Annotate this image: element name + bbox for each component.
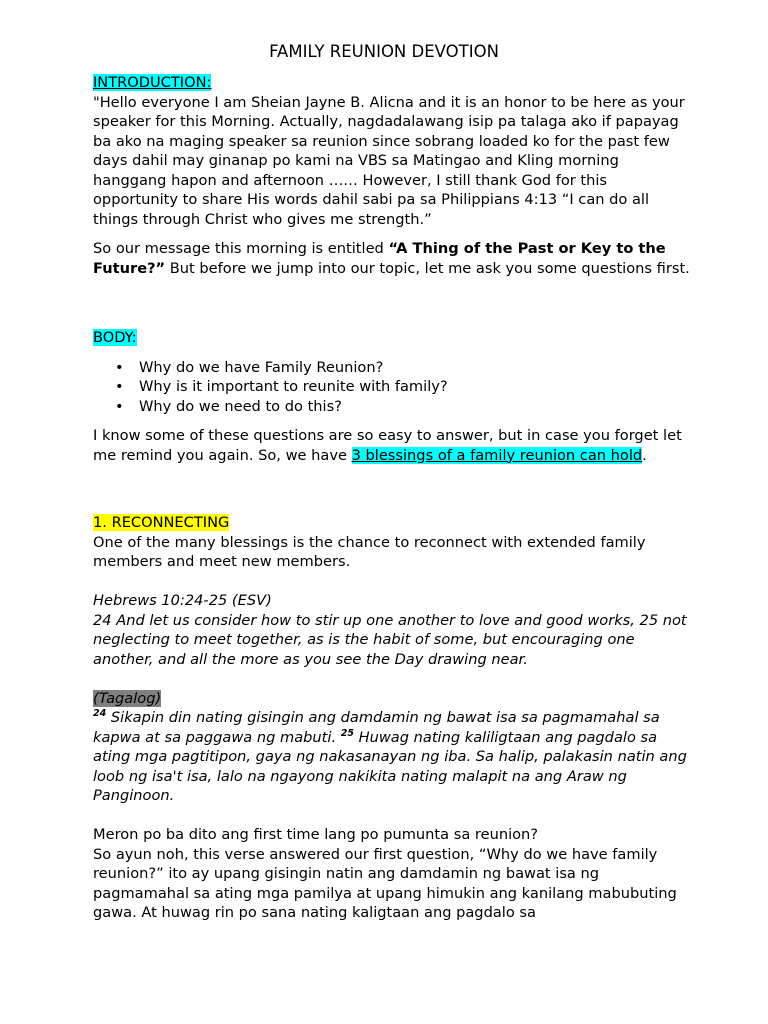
reconnecting-heading: 1. RECONNECTING [93,514,230,531]
closing-question: Meron po ba dito ang first time lang po pumunta sa reunion? [93,826,539,843]
closing-paragraph: So ayun noh, this verse answered our first question, “Why do we have family reunion?” ito ay upang gisingin natin ang damdamin ng bawat isa ng pagmamahal sa ating mga pamilya at upang himukin ang kanilang mabubuting gawa. At huwag rin po sana nating kaligtaan ang pagdalo sa [93,845,677,921]
bullet-icon: • [115,358,124,376]
message-title: “A Thing of the Past or Key to the Future?” [93,240,666,277]
list-item: • Why do we have Family Reunion? [115,358,384,376]
body-heading: BODY: [93,329,137,346]
verse-number: 25 [340,727,354,739]
body-section [93,328,693,465]
bullet-icon: • [115,378,124,395]
introduction-heading: INTRODUCTION: [93,74,212,91]
list-item: • Why is it important to reunite with family? [115,378,448,395]
verse-text: 24 And let us consider how to stir up one another to love and good works, 25 not neglecting to meet together, as is the habit of some, but encouraging one another, and all the more as you see the Day drawing near. [93,611,687,668]
introduction-section [93,73,693,278]
document-title: FAMILY REUNION DEVOTION [269,42,499,61]
remind-paragraph: I know some of these questions are so easy to answer, but in case you forget let me remind you again. So, we have 3 blessings of a family reunion can hold. [93,427,682,464]
reconnecting-section [93,513,693,923]
bullet-icon: • [115,397,124,415]
blessings-link: 3 blessings of a family reunion can hold [351,446,643,464]
tagalog-label: (Tagalog) [93,689,162,707]
verse-reference: Hebrews 10:24-25 (ESV) [93,592,272,609]
list-item: • Why do we need to do this? [115,397,342,415]
verse-number: 24 [93,708,107,720]
introduction-paragraph: "Hello everyone I am Sheian Jayne B. Alicna and it is an honor to be here as your speaker for this Morning. Actually, nagdadalawang isip pa talaga ako if papayag ba ako na maging speaker sa reunion since sobrang loaded ko for the past few days dahil may ginanap po kami na VBS sa Matingao and Kling morning hanggang hapon and afternoon …… However, I still thank God for this opportunity to share His words dahil sabi pa sa Philippians 4:13 “I can do all things through Christ who gives me strength.” [93,93,685,228]
reconnecting-text: One of the many blessings is the chance to reconnect with extended family members and meet new members. [93,533,646,570]
tagalog-verse: $^{24}$ Sikapin din nating gisingin ang damdamin ng bawat isa sa pagmamahal sa kapwa at sa paggawa ng mabuti. $^{25}$ Huwag nating kaliligtaan ang pagdalo sa ating mga pagtitipon, gaya ng nakasanayan ng iba. Sa halip, palakasin natin ang loob ng isa't isa, lalo na ngayong nakikita nating malapit na ang Araw ng Panginoon. [93,708,687,804]
message-paragraph: So our message this morning is entitled “A Thing of the Past or Key to the Future?” But before we jump into our topic, let me ask you some questions first. [93,240,690,277]
question-list [93,358,693,417]
